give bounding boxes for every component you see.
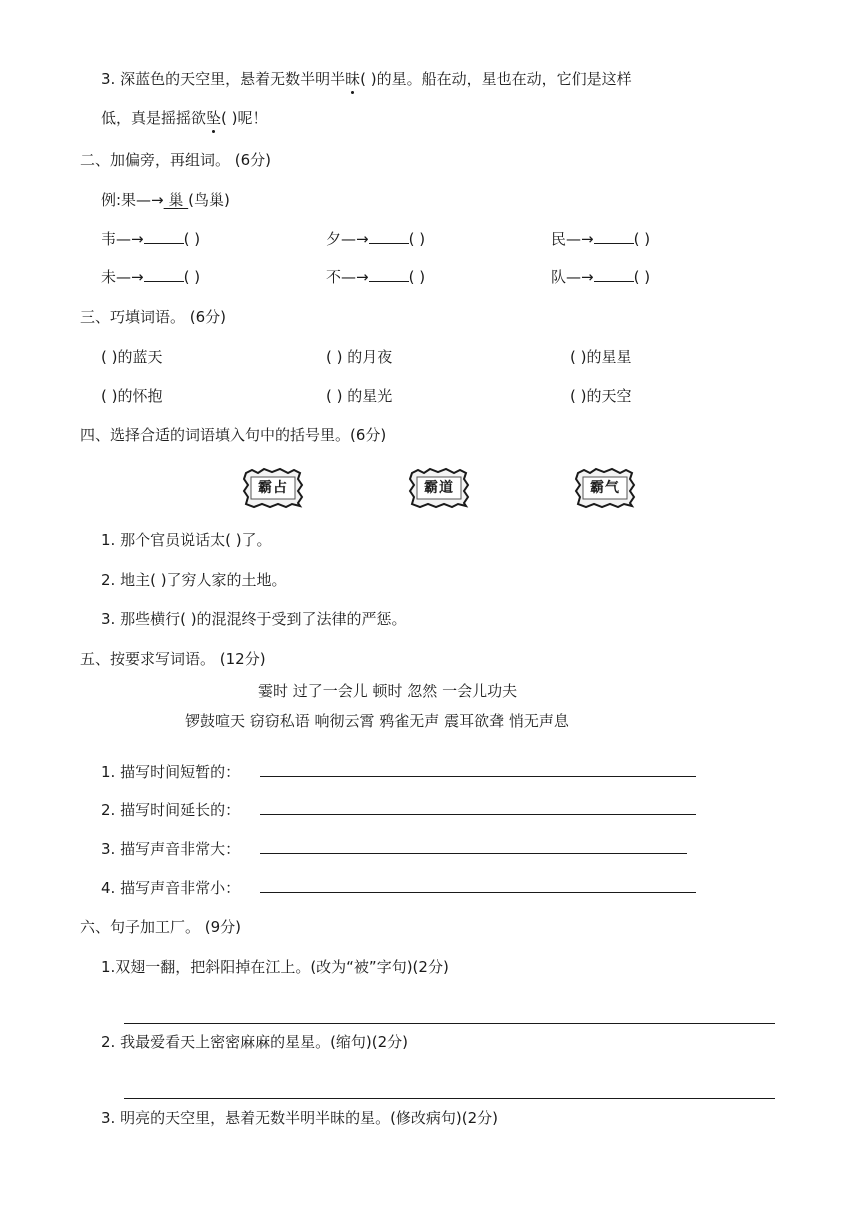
answer-line[interactable]	[260, 776, 696, 777]
example-answer: 巢	[163, 191, 189, 209]
sentence-task: 2. 我最爱看天上密密麻麻的星星。(缩句)(2分)	[101, 1033, 409, 1051]
section-2-title: 二、加偏旁，再组词。 (6分)	[80, 151, 272, 169]
answer-line[interactable]	[260, 814, 696, 815]
answer-line[interactable]	[124, 1023, 775, 1024]
example-suffix: (鸟巢)	[188, 191, 230, 209]
answer-line[interactable]	[124, 1098, 775, 1099]
radical-item	[551, 228, 650, 249]
answer-blank[interactable]	[594, 229, 634, 244]
answer-paren[interactable]: ( )	[408, 230, 426, 248]
answer-blank[interactable]	[144, 229, 184, 244]
fill-phrase[interactable]: ( )的怀抱	[101, 387, 163, 405]
example-prefix: 例:果—→	[101, 191, 164, 209]
answer-paren[interactable]: ( )	[633, 230, 651, 248]
dotted-char: 坠	[206, 109, 222, 127]
answer-paren[interactable]: ( )	[183, 268, 201, 286]
fill-phrase[interactable]: ( )的天空	[570, 387, 632, 405]
section-5-title: 五、按要求写词语。 (12分)	[80, 650, 266, 668]
radical-char: 夕—→	[326, 230, 369, 248]
example-line	[101, 189, 230, 210]
radical-item	[326, 266, 425, 287]
word-label: 霸道	[424, 480, 454, 496]
radical-char: 队—→	[551, 268, 594, 286]
answer-paren[interactable]: ( )	[183, 230, 201, 248]
fill-phrase[interactable]: ( ) 的月夜	[326, 348, 393, 366]
poem-question-line2	[101, 107, 268, 128]
word-label: 霸气	[590, 480, 620, 496]
word-bank-line-2: 锣鼓喧天 窃窃私语 响彻云霄 鸦雀无声 震耳欲聋 悄无声息	[185, 712, 569, 730]
answer-blank[interactable]	[369, 267, 409, 282]
radical-item	[326, 228, 425, 249]
poem-text: ( )呢！	[221, 109, 268, 127]
word-card-badao	[408, 467, 470, 509]
radical-char: 民—→	[551, 230, 594, 248]
radical-item	[101, 228, 200, 249]
sentence-task: 3. 明亮的天空里，悬着无数半明半昧的星。(修改病句)(2分)	[101, 1109, 499, 1127]
section-3-title: 三、巧填词语。 (6分)	[80, 308, 227, 326]
sentence-item[interactable]: 1. 那个官员说话太( )了。	[101, 531, 272, 549]
sentence-item[interactable]: 2. 地主( )了穷人家的土地。	[101, 571, 287, 589]
radical-char: 不—→	[326, 268, 369, 286]
radical-char: 未—→	[101, 268, 144, 286]
radical-item	[101, 266, 200, 287]
poem-question-line1	[101, 68, 632, 89]
fill-phrase[interactable]: ( ) 的星光	[326, 387, 393, 405]
poem-text: 低，真是摇摇欲	[101, 109, 207, 127]
write-item-label: 4. 描写声音非常小：	[101, 879, 241, 897]
answer-blank[interactable]	[594, 267, 634, 282]
poem-text: ( )的星。船在动，星也在动，它们是这样	[360, 70, 632, 88]
answer-paren[interactable]: ( )	[408, 268, 426, 286]
poem-text: 3. 深蓝色的天空里，悬着无数半明半	[101, 70, 346, 88]
word-label: 霸占	[258, 480, 288, 496]
section-6-title: 六、句子加工厂。 (9分)	[80, 918, 242, 936]
word-bank-line-1: 霎时 过了一会儿 顿时 忽然 一会儿功夫	[258, 682, 518, 700]
answer-paren[interactable]: ( )	[633, 268, 651, 286]
word-card-baqi	[574, 467, 636, 509]
fill-phrase[interactable]: ( )的蓝天	[101, 348, 163, 366]
radical-char: 韦—→	[101, 230, 144, 248]
dotted-char: 昧	[345, 70, 361, 88]
fill-phrase[interactable]: ( )的星星	[570, 348, 632, 366]
answer-blank[interactable]	[369, 229, 409, 244]
radical-item	[551, 266, 650, 287]
sentence-item[interactable]: 3. 那些横行( )的混混终于受到了法律的严惩。	[101, 610, 407, 628]
answer-blank[interactable]	[144, 267, 184, 282]
answer-line[interactable]	[260, 892, 696, 893]
write-item-label: 2. 描写时间延长的：	[101, 801, 241, 819]
write-item-label: 3. 描写声音非常大：	[101, 840, 241, 858]
word-card-bazhan	[242, 467, 304, 509]
write-item-label: 1. 描写时间短暂的：	[101, 763, 241, 781]
section-4-title: 四、选择合适的词语填入句中的括号里。(6分)	[80, 426, 387, 444]
answer-line[interactable]	[260, 853, 687, 854]
sentence-task: 1.双翅一翻，把斜阳掉在江上。(改为“被”字句)(2分)	[101, 958, 449, 976]
